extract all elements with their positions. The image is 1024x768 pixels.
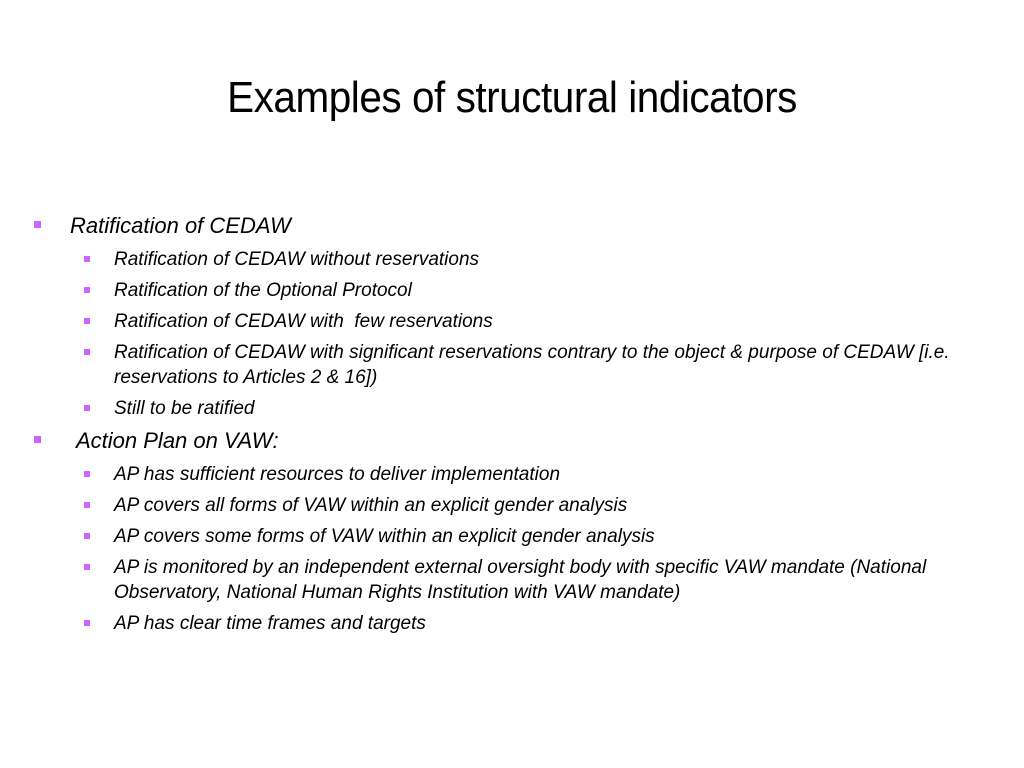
square-bullet-icon (84, 349, 90, 355)
list-item-text: AP has clear time frames and targets (114, 613, 426, 634)
square-bullet-icon (34, 221, 41, 228)
square-bullet-icon (84, 533, 90, 539)
list-item (30, 524, 990, 549)
list-item-text: Ratification of CEDAW with few reservations (114, 311, 493, 332)
section-heading-text: Ratification of CEDAW (70, 213, 291, 238)
square-bullet-icon (84, 502, 90, 508)
bullet-list (30, 208, 990, 636)
list-item (30, 278, 990, 303)
square-bullet-icon (84, 405, 90, 411)
section-heading-text: Action Plan on VAW: (76, 428, 279, 453)
square-bullet-icon (84, 620, 90, 626)
section-heading (30, 210, 990, 241)
list-item (30, 493, 990, 518)
list-item-text: AP is monitored by an independent external oversight body with specific VAW mandate (National Observatory, National Human Rights Institution with VAW mandate) (114, 557, 927, 603)
square-bullet-icon (34, 436, 41, 443)
list-item (30, 555, 990, 605)
section-heading (30, 425, 990, 456)
list-item-text: Ratification of CEDAW without reservations (114, 249, 480, 270)
square-bullet-icon (84, 287, 90, 293)
list-item-text: AP has sufficient resources to deliver implementation (114, 464, 561, 485)
list-item-text: Ratification of the Optional Protocol (114, 280, 412, 301)
list-item-text: AP covers some forms of VAW within an explicit gender analysis (114, 526, 655, 547)
list-item (30, 340, 990, 390)
list-item (30, 309, 990, 334)
list-item (30, 396, 990, 421)
list-item-text: AP covers all forms of VAW within an explicit gender analysis (114, 495, 628, 516)
square-bullet-icon (84, 564, 90, 570)
square-bullet-icon (84, 471, 90, 477)
square-bullet-icon (84, 256, 90, 262)
list-item (30, 611, 990, 636)
square-bullet-icon (84, 318, 90, 324)
list-item-text: Still to be ratified (114, 398, 255, 419)
list-item-text: Ratification of CEDAW with significant reservations contrary to the object & purpose of CEDAW [i.e. reservations to Articles 2 & 16]) (114, 342, 950, 388)
list-item (30, 247, 990, 272)
list-item (30, 462, 990, 487)
slide-title: Examples of structural indicators (227, 73, 797, 122)
